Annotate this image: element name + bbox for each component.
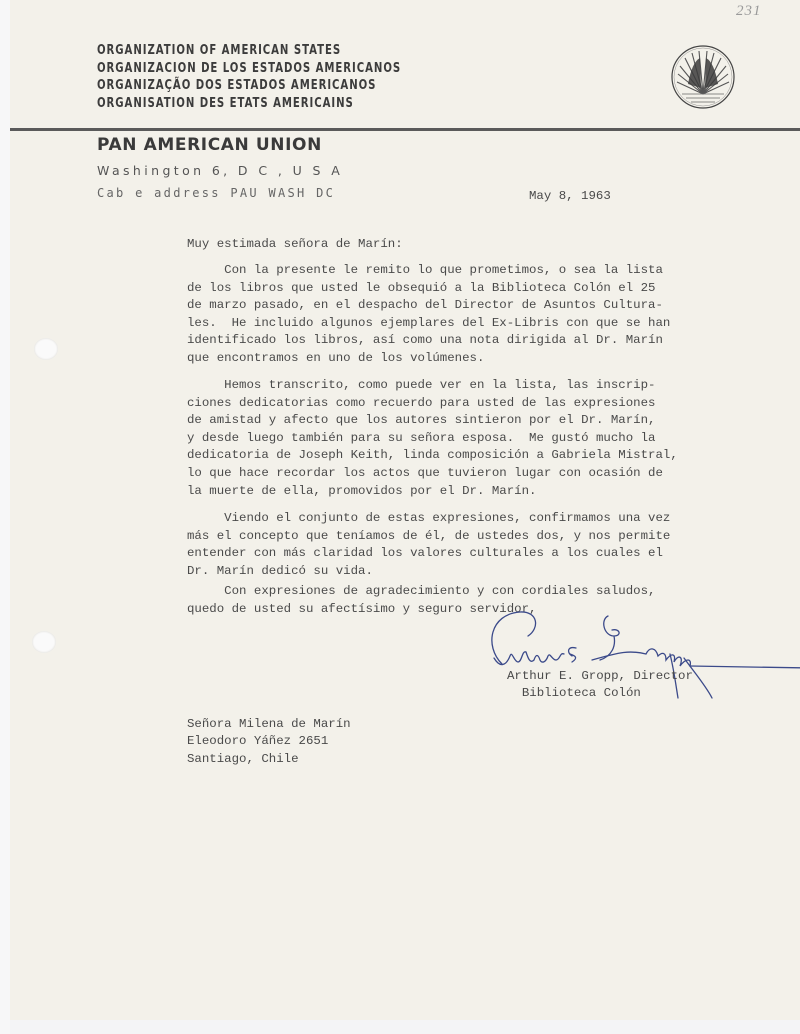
body-paragraph: Con la presente le remito lo que prometimos, o sea la lista de los libros que usted le obsequió a la Biblioteca Colón el 25 de marzo pasado, en el despacho del Director de Asuntos Cultura- les. He incluido algunos ejemplares del Ex-Libris con que se han identificado los libros, así como una nota dirigida al Dr. Marín que encontramos en uno de los volúmenes. [187,263,671,365]
letter-page [10,0,800,1020]
oas-seal-icon [670,44,736,110]
signer-institution: Biblioteca Colón [507,686,641,700]
signer-name-title: Arthur E. Gropp, Director [507,669,693,683]
closing-paragraph: Con expresiones de agradecimiento y con cordiales saludos, quedo de usted su afectísimo y seguro servidor, [187,584,656,616]
archive-number: 231 [736,3,762,19]
signer-block [507,668,693,702]
recipient-name: Señora Milena de Marín [187,717,351,731]
org-name-english: ORGANIZATION OF AMERICAN STATES [97,43,342,58]
salutation: Muy estimada señora de Marín: [187,237,403,251]
org-name-portuguese: ORGANIZAÇÃO DOS ESTADOS AMERICANOS [97,78,377,93]
letterhead-divider [10,128,800,131]
body-paragraph: Viendo el conjunto de estas expresiones, confirmamos una vez más el concepto que teníamos de él, de ustedes dos, y nos permite entender con más claridad los valores culturales a los cuales el Dr. Marín dedicó su vida. [187,511,671,578]
cable-address: Cab e address PAU WASH DC [97,186,336,200]
body-paragraph: Hemos transcrito, como puede ver en la lista, las inscrip- ciones dedicatorias como recuerdo para usted de las expresiones de amistad y afecto que los autores sintieron por el Dr. Marín, y desde luego también para su señora esposa. Me gustó mucho la dedicatoria de Joseph Keith, linda composición a Gabriela Mistral, lo que hace recordar los actos que tuvieron lugar con ocasión de la muerte de ella, promovidos por el Dr. Marín. [187,378,678,498]
scan-margin [0,0,10,1034]
punch-hole [34,338,58,360]
recipient-street: Eleodoro Yáñez 2651 [187,734,329,749]
organization-names [97,42,401,112]
union-address: Washington 6, D C , U S A [97,163,344,178]
recipient-address [187,716,351,768]
org-name-spanish: ORGANIZACION DE LOS ESTADOS AMERICANOS [97,60,402,76]
recipient-city: Santiago, Chile [187,751,299,766]
letter-date: May 8, 1963 [529,189,611,203]
org-name-french: ORGANISATION DES ETATS AMERICAINS [97,95,354,111]
union-name: PAN AMERICAN UNION [97,135,322,155]
punch-hole [32,631,56,653]
